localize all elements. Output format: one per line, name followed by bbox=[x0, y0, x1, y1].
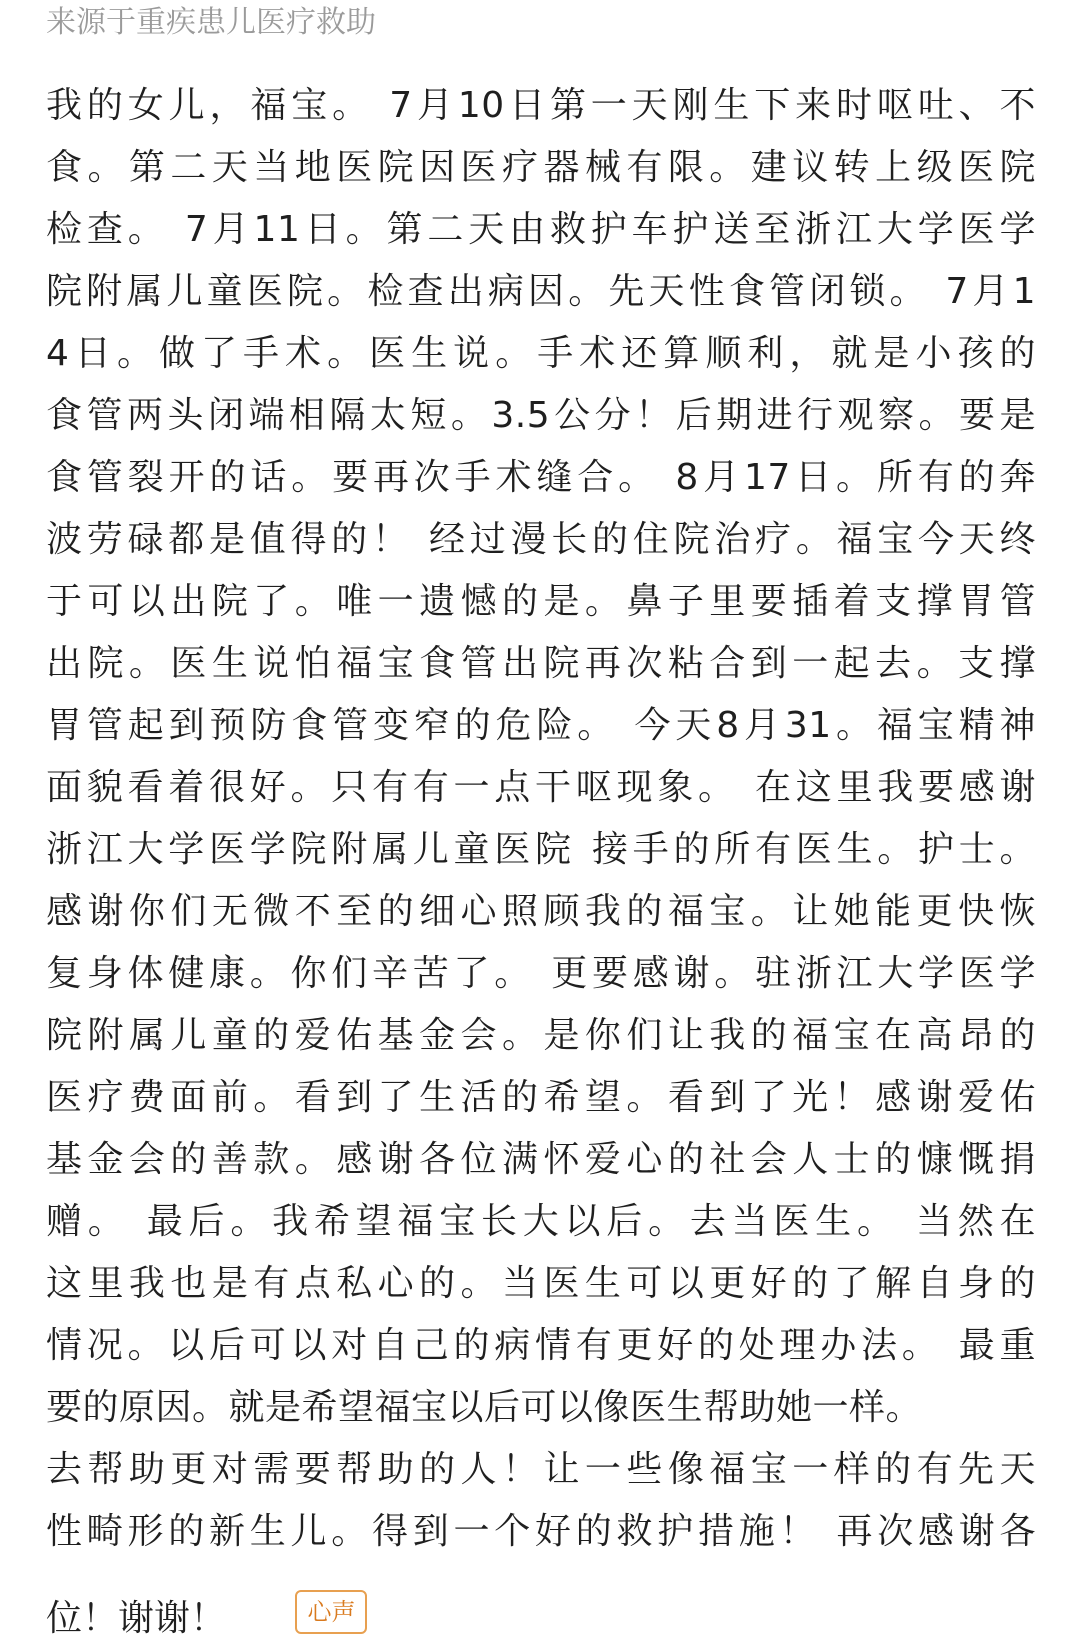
article-body bbox=[46, 75, 1036, 1563]
article-line: 这里我也是有点私心的。当医生可以更好的了解自身的 bbox=[46, 1263, 1036, 1304]
article-line: 浙江大学医学院附属儿童医院 接手的所有医生。护士。 bbox=[46, 829, 1036, 870]
article-line: 我的女儿，福宝。 7月10日第一天刚生下来时呕吐、不 bbox=[46, 85, 1036, 126]
topic-tag-badge[interactable]: 心声 bbox=[295, 1590, 367, 1634]
article-closing-row bbox=[46, 1588, 1036, 1650]
article-line: 出院。医生说怕福宝食管出院再次粘合到一起去。支撑 bbox=[46, 643, 1036, 684]
article-line: 食。第二天当地医院因医疗器械有限。建议转上级医院 bbox=[46, 147, 1036, 188]
article-closing-text: 位！谢谢！ bbox=[46, 1598, 227, 1639]
article-line: 性畸形的新生儿。得到一个好的救护措施！ 再次感谢各 bbox=[46, 1511, 1036, 1552]
article-line: 赠。 最后。我希望福宝长大以后。去当医生。 当然在 bbox=[46, 1201, 1036, 1242]
article-line: 胃管起到预防食管变窄的危险。 今天8月31。福宝精神 bbox=[46, 705, 1036, 746]
article-line: 院附属儿童医院。检查出病因。先天性食管闭锁。 7月1 bbox=[46, 271, 1036, 312]
article-line: 医疗费面前。看到了生活的希望。看到了光！感谢爱佑 bbox=[46, 1077, 1036, 1118]
article-line: 面貌看着很好。只有有一点干呕现象。 在这里我要感谢 bbox=[46, 767, 1036, 808]
article-line: 基金会的善款。感谢各位满怀爱心的社会人士的慷慨捐 bbox=[46, 1139, 1036, 1180]
article-line: 复身体健康。你们辛苦了。 更要感谢。驻浙江大学医学 bbox=[46, 953, 1036, 994]
article-line: 感谢你们无微不至的细心照顾我的福宝。让她能更快恢 bbox=[46, 891, 1036, 932]
article-line: 食管裂开的话。要再次手术缝合。 8月17日。所有的奔 bbox=[46, 457, 1036, 498]
article-line: 4日。做了手术。医生说。手术还算顺利，就是小孩的 bbox=[46, 333, 1036, 374]
article-line: 院附属儿童的爱佑基金会。是你们让我的福宝在高昂的 bbox=[46, 1015, 1036, 1056]
article-line: 波劳碌都是值得的！ 经过漫长的住院治疗。福宝今天终 bbox=[46, 519, 1036, 560]
article-line: 去帮助更对需要帮助的人！让一些像福宝一样的有先天 bbox=[46, 1449, 1036, 1490]
article-line: 食管两头闭端相隔太短。3.5公分！后期进行观察。要是 bbox=[46, 395, 1036, 436]
article-line: 情况。以后可以对自己的病情有更好的处理办法。 最重 bbox=[46, 1325, 1036, 1366]
article-line: 检查。 7月11日。第二天由救护车护送至浙江大学医学 bbox=[46, 209, 1036, 250]
article-line: 于可以出院了。唯一遗憾的是。鼻子里要插着支撑胃管 bbox=[46, 581, 1036, 622]
article-source: 来源于重疾患儿医疗救助 bbox=[46, 5, 376, 40]
article-line: 要的原因。就是希望福宝以后可以像医生帮助她一样。 bbox=[46, 1387, 923, 1428]
